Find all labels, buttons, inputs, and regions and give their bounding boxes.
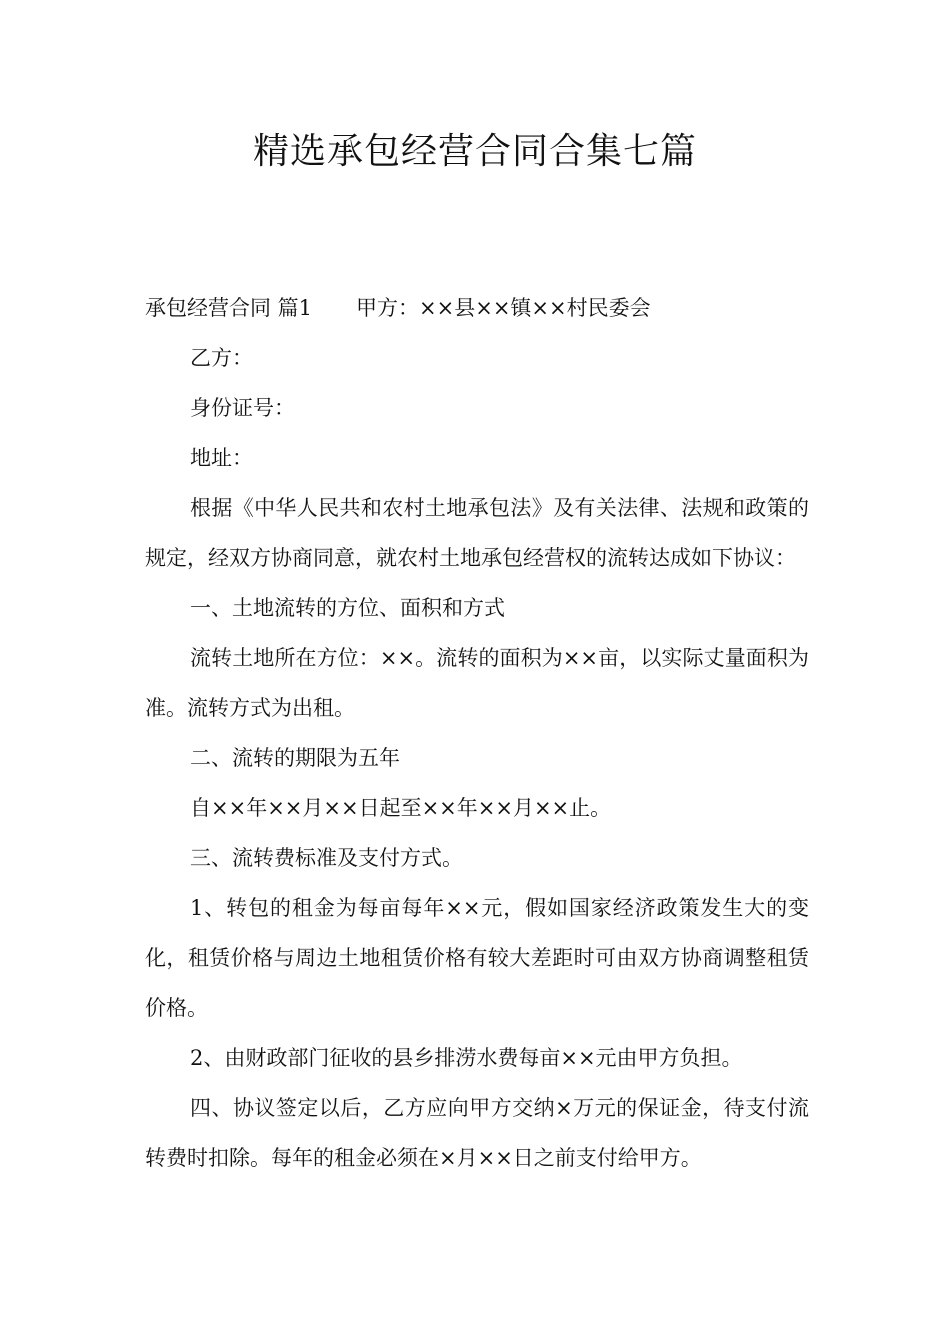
document-body bbox=[145, 283, 809, 1183]
id-number-line: 身份证号： bbox=[190, 396, 295, 420]
clause-paragraph: 自××年××月××日起至××年××月××止。 bbox=[190, 796, 612, 820]
section-heading-1: 一、土地流转的方位、面积和方式 bbox=[190, 596, 505, 620]
section-heading-3: 三、流转费标准及支付方式。 bbox=[190, 846, 463, 870]
clause-paragraph: 四、协议签定以后，乙方应向甲方交纳×万元的保证金，待支付流转费时扣除。每年的租金必须在×月××日之前支付给甲方。 bbox=[145, 1096, 809, 1170]
section-heading-2: 二、流转的期限为五年 bbox=[190, 746, 400, 770]
party-a-line: 甲方：××县××镇××村民委会 bbox=[356, 296, 651, 320]
section-label: 承包经营合同 篇1 bbox=[145, 296, 313, 320]
clause-paragraph: 流转土地所在方位：××。流转的面积为××亩，以实际丈量面积为准。流转方式为出租。 bbox=[145, 646, 809, 720]
party-b-line: 乙方： bbox=[190, 346, 253, 370]
address-line: 地址： bbox=[190, 446, 253, 470]
first-line bbox=[145, 283, 809, 333]
document-title: 精选承包经营合同合集七篇 bbox=[252, 131, 697, 172]
preamble-paragraph: 根据《中华人民共和农村土地承包法》及有关法律、法规和政策的规定，经双方协商同意，就农村土地承包经营权的流转达成如下协议： bbox=[145, 496, 809, 570]
clause-paragraph: 2、由财政部门征收的县乡排涝水费每亩××元由甲方负担。 bbox=[190, 1046, 743, 1070]
clause-paragraph: 1、转包的租金为每亩每年××元，假如国家经济政策发生大的变化，租赁价格与周边土地租赁价格有较大差距时可由双方协商调整租赁价格。 bbox=[145, 896, 809, 1020]
